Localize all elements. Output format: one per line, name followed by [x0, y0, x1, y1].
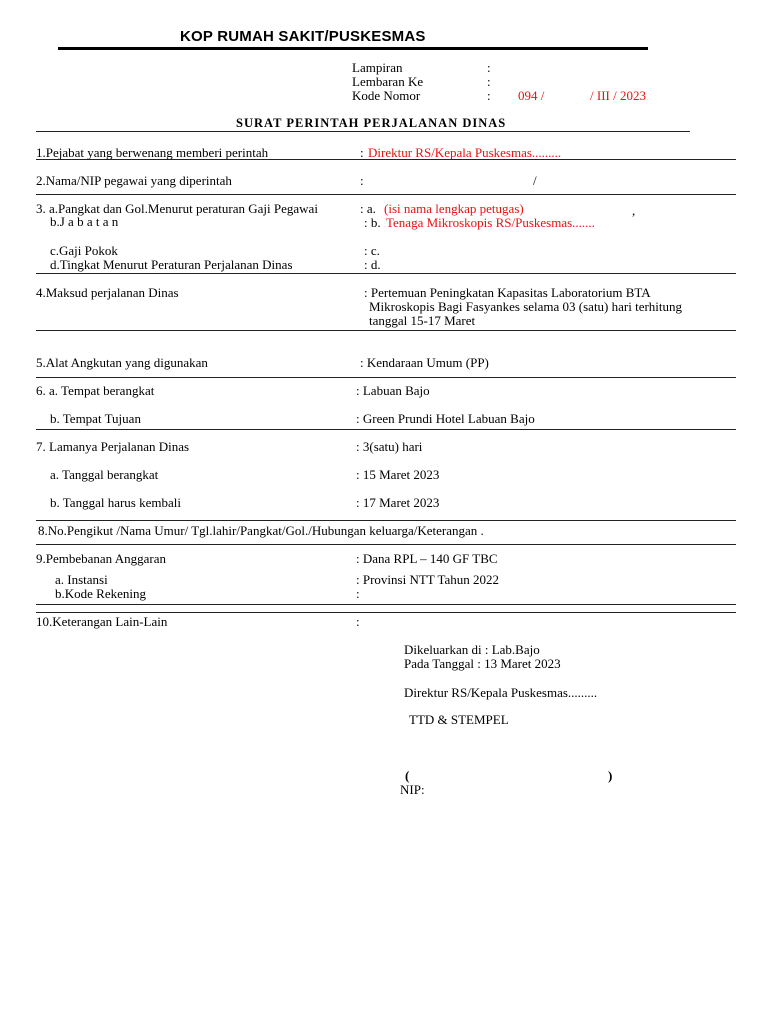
signatory-name-close: ) — [608, 768, 613, 783]
issued-at: Dikeluarkan di : Lab.Bajo — [404, 642, 540, 657]
row7b-label: b. Tanggal harus kembali — [50, 495, 181, 510]
signatory-name-open: ( — [405, 768, 410, 783]
kode-number-part1: 094 / — [518, 88, 545, 103]
lampiran-label: Lampiran — [352, 60, 403, 75]
row9-label: 9.Pembebanan Anggaran — [36, 551, 166, 566]
row5-rule — [36, 377, 736, 378]
row3a-colon: : a. — [360, 201, 376, 216]
row3d-colon: : d. — [364, 257, 381, 272]
row3a-comma: , — [632, 203, 636, 218]
row7a-label: a. Tanggal berangkat — [50, 467, 159, 482]
row3a-value: (isi nama lengkap petugas) — [384, 201, 524, 216]
document-title: SURAT PERINTAH PERJALANAN DINAS — [236, 116, 507, 130]
row4-rule — [36, 330, 736, 331]
row1-label: 1.Pejabat yang berwenang memberi perintah — [36, 145, 269, 160]
lembaran-label: Lembaran Ke — [352, 74, 424, 89]
kode-number-part2: / III / 2023 — [590, 88, 646, 103]
row3c-colon: : c. — [364, 243, 380, 258]
row6-rule — [36, 429, 736, 430]
row1-rule — [36, 159, 736, 160]
signatory-title: Direktur RS/Kepala Puskesmas......... — [404, 685, 598, 700]
row9-value: : Dana RPL – 140 GF TBC — [356, 551, 498, 566]
row7b-value: : 17 Maret 2023 — [356, 495, 440, 510]
signatory-nip: NIP: — [400, 782, 425, 797]
row2-rule — [36, 194, 736, 195]
row9a-label: a. Instansi — [55, 572, 108, 587]
row7-rule — [36, 520, 736, 521]
row9a-value: : Provinsi NTT Tahun 2022 — [356, 572, 500, 587]
row2-colon: : — [360, 173, 364, 188]
row5-value: : Kendaraan Umum (PP) — [360, 355, 489, 370]
row3b-value: Tenaga Mikroskopis RS/Puskesmas....... — [386, 215, 595, 230]
row5-label: 5.Alat Angkutan yang digunakan — [36, 355, 208, 370]
row3-rule — [36, 273, 736, 274]
title-rule — [36, 131, 690, 132]
row9b-value: : — [356, 586, 360, 601]
row3a-label: 3. a.Pangkat dan Gol.Menurut peraturan Gaji Pegawai — [36, 201, 318, 216]
row3b-label: b.J a b a t a n — [50, 214, 119, 229]
row4-line3: tanggal 15-17 Maret — [369, 313, 476, 328]
row4-line2: Mikroskopis Bagi Fasyankes selama 03 (satu) hari terhitung — [369, 299, 683, 314]
row3b-colon: : b. — [364, 215, 381, 230]
row9-rule-2 — [36, 612, 736, 613]
row8-rule — [36, 544, 736, 545]
row8-label: 8.No.Pengikut /Nama Umur/ Tgl.lahir/Pangkat/Gol./Hubungan keluarga/Keterangan . — [38, 523, 484, 538]
row9b-label: b.Kode Rekening — [55, 586, 146, 601]
row7-value: : 3(satu) hari — [356, 439, 423, 454]
kop-underline — [58, 47, 648, 50]
row6b-label: b. Tempat Tujuan — [50, 411, 141, 426]
row7-label: 7. Lamanya Perjalanan Dinas — [36, 439, 190, 454]
lembaran-colon: : — [487, 74, 491, 89]
issued-date: Pada Tanggal : 13 Maret 2023 — [404, 656, 561, 671]
row6b-value: : Green Prundi Hotel Labuan Bajo — [356, 411, 535, 426]
signature-stamp-text: TTD & STEMPEL — [409, 712, 509, 727]
row4-line1: : Pertemuan Peningkatan Kapasitas Laboratorium BTA — [364, 285, 651, 300]
row4-label: 4.Maksud perjalanan Dinas — [36, 285, 179, 300]
kode-label: Kode Nomor — [352, 88, 421, 103]
row3c-label: c.Gaji Pokok — [50, 243, 118, 258]
lampiran-colon: : — [487, 60, 491, 75]
row6a-value: : Labuan Bajo — [356, 383, 430, 398]
row7a-value: : 15 Maret 2023 — [356, 467, 440, 482]
row6a-label: 6. a. Tempat berangkat — [36, 383, 155, 398]
row2-label: 2.Nama/NIP pegawai yang diperintah — [36, 173, 232, 188]
row1-value: Direktur RS/Kepala Puskesmas......... — [368, 145, 562, 160]
row1-colon: : — [360, 145, 364, 160]
kode-colon: : — [487, 88, 491, 103]
row10-label: 10.Keterangan Lain-Lain — [36, 614, 168, 629]
row3d-label: d.Tingkat Menurut Peraturan Perjalanan Dinas — [50, 257, 293, 272]
row10-value: : — [356, 614, 360, 629]
kop-title: KOP RUMAH SAKIT/PUSKESMAS — [180, 28, 426, 45]
row2-slash: / — [533, 173, 537, 188]
row9-rule-1 — [36, 604, 736, 605]
